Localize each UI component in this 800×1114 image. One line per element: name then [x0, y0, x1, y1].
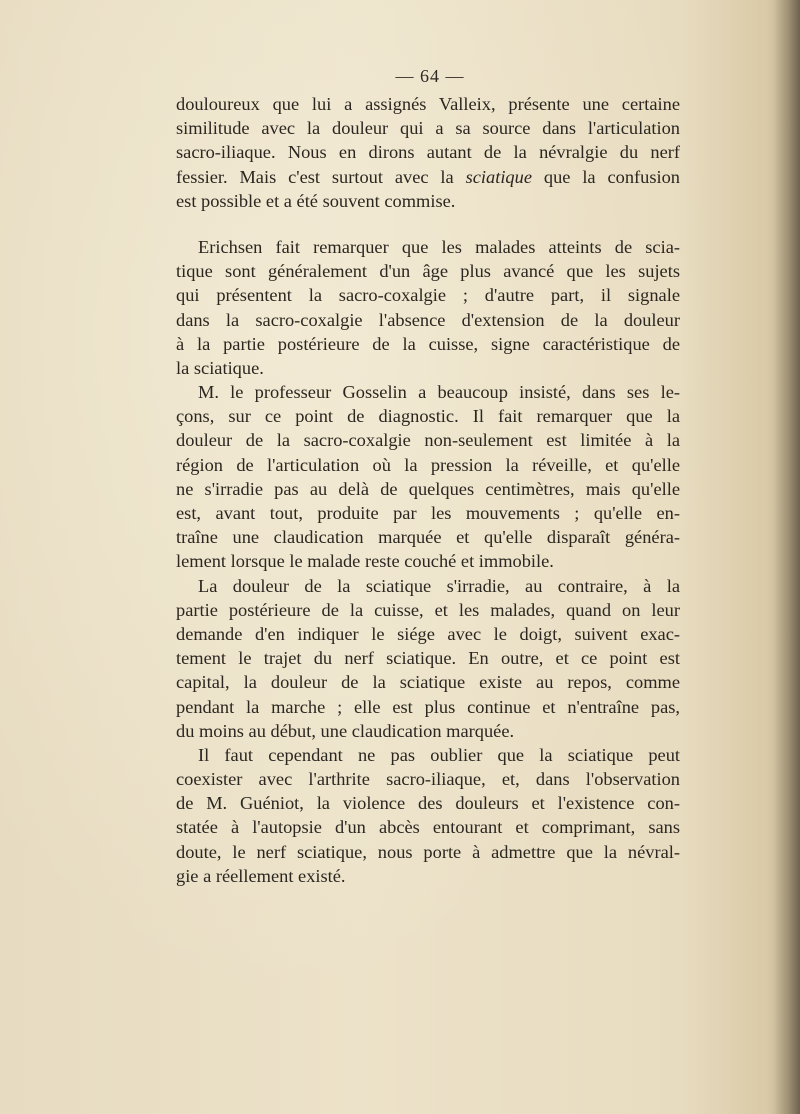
text-line: à la partie postérieure de la cuisse, signe caractéristique de [176, 333, 680, 354]
text-line: similitude avec la douleur qui a sa source dans l'articulation [176, 118, 680, 139]
text-line: La douleur de la sciatique s'irradie, au contraire, à la [198, 575, 680, 596]
paragraph-3 [176, 380, 680, 574]
text-line: dans la sacro-coxalgie l'absence d'extension de la douleur [176, 309, 680, 330]
text-line: la sciatique. [176, 357, 264, 378]
page-edge-shadow [774, 0, 800, 1114]
text-line: sacro-iliaque. Nous en dirons autant de la névralgie du nerf [176, 142, 680, 163]
text-line: région de l'articulation où la pression la réveille, et qu'elle [176, 454, 680, 475]
text-line: du moins au début, une claudication marquée. [176, 720, 515, 741]
emphasized-word: sciatique [465, 166, 532, 187]
text-line: de M. Guéniot, la violence des douleurs et l'existence con- [176, 793, 680, 814]
text-line: douleur de la sacro-coxalgie non-seulement est limitée à la [176, 430, 680, 451]
text-line: doute, le nerf sciatique, nous porte à admettre que la névral- [176, 841, 680, 862]
page-number: — 64 — [395, 66, 465, 86]
text-line: traîne une claudication marquée et qu'elle disparaît généra- [176, 527, 680, 548]
text-line: coexister avec l'arthrite sacro-iliaque, et, dans l'observation [176, 769, 680, 790]
text-line: partie postérieure de la cuisse, et les malades, quand on leur [176, 599, 680, 620]
text-line: çons, sur ce point de diagnostic. Il fait remarquer que la [176, 406, 680, 427]
text-segment: fessier. Mais c'est surtout avec la [176, 166, 454, 187]
text-line: statée à l'autopsie d'un abcès entourant et comprimant, sans [176, 817, 680, 838]
paragraph-2 [176, 235, 680, 380]
paragraph-gap [176, 213, 680, 235]
text-segment: que la confusion [543, 166, 681, 187]
text-line: ne s'irradie pas au delà de quelques centimètres, mais qu'elle [176, 478, 680, 499]
text-line: douloureux que lui a assignés Valleix, présente une certaine [176, 94, 680, 114]
text-line: gie a réellement existé. [176, 865, 346, 886]
text-line: pendant la marche ; elle est plus continue et n'entraîne pas, [176, 696, 680, 717]
page-body [176, 92, 680, 888]
paragraph-4 [176, 574, 680, 743]
text-line: capital, la douleur de la sciatique existe au repos, comme [176, 672, 680, 693]
text-line: tique sont généralement d'un âge plus avancé que les sujets [176, 261, 680, 282]
text-line: Il faut cependant ne pas oublier que la sciatique peut [198, 744, 680, 765]
text-line: demande d'en indiquer le siége avec le doigt, suivent exac- [176, 623, 680, 644]
text-line: est possible et a été souvent commise. [176, 190, 456, 211]
paragraph-1 [176, 92, 680, 213]
text-line: qui présentent la sacro-coxalgie ; d'autre part, il signale [176, 285, 680, 306]
paragraph-5 [176, 743, 680, 888]
text-line: lement lorsque le malade reste couché et immobile. [176, 551, 554, 572]
text-line [176, 165, 680, 189]
text-line: est, avant tout, produite par les mouvements ; qu'elle en- [176, 503, 680, 523]
text-line: tement le trajet du nerf sciatique. En outre, et ce point est [176, 648, 680, 669]
text-line: M. le professeur Gosselin a beaucoup insisté, dans ses le- [198, 382, 680, 403]
text-line: Erichsen fait remarquer que les malades atteints de scia- [198, 236, 680, 257]
